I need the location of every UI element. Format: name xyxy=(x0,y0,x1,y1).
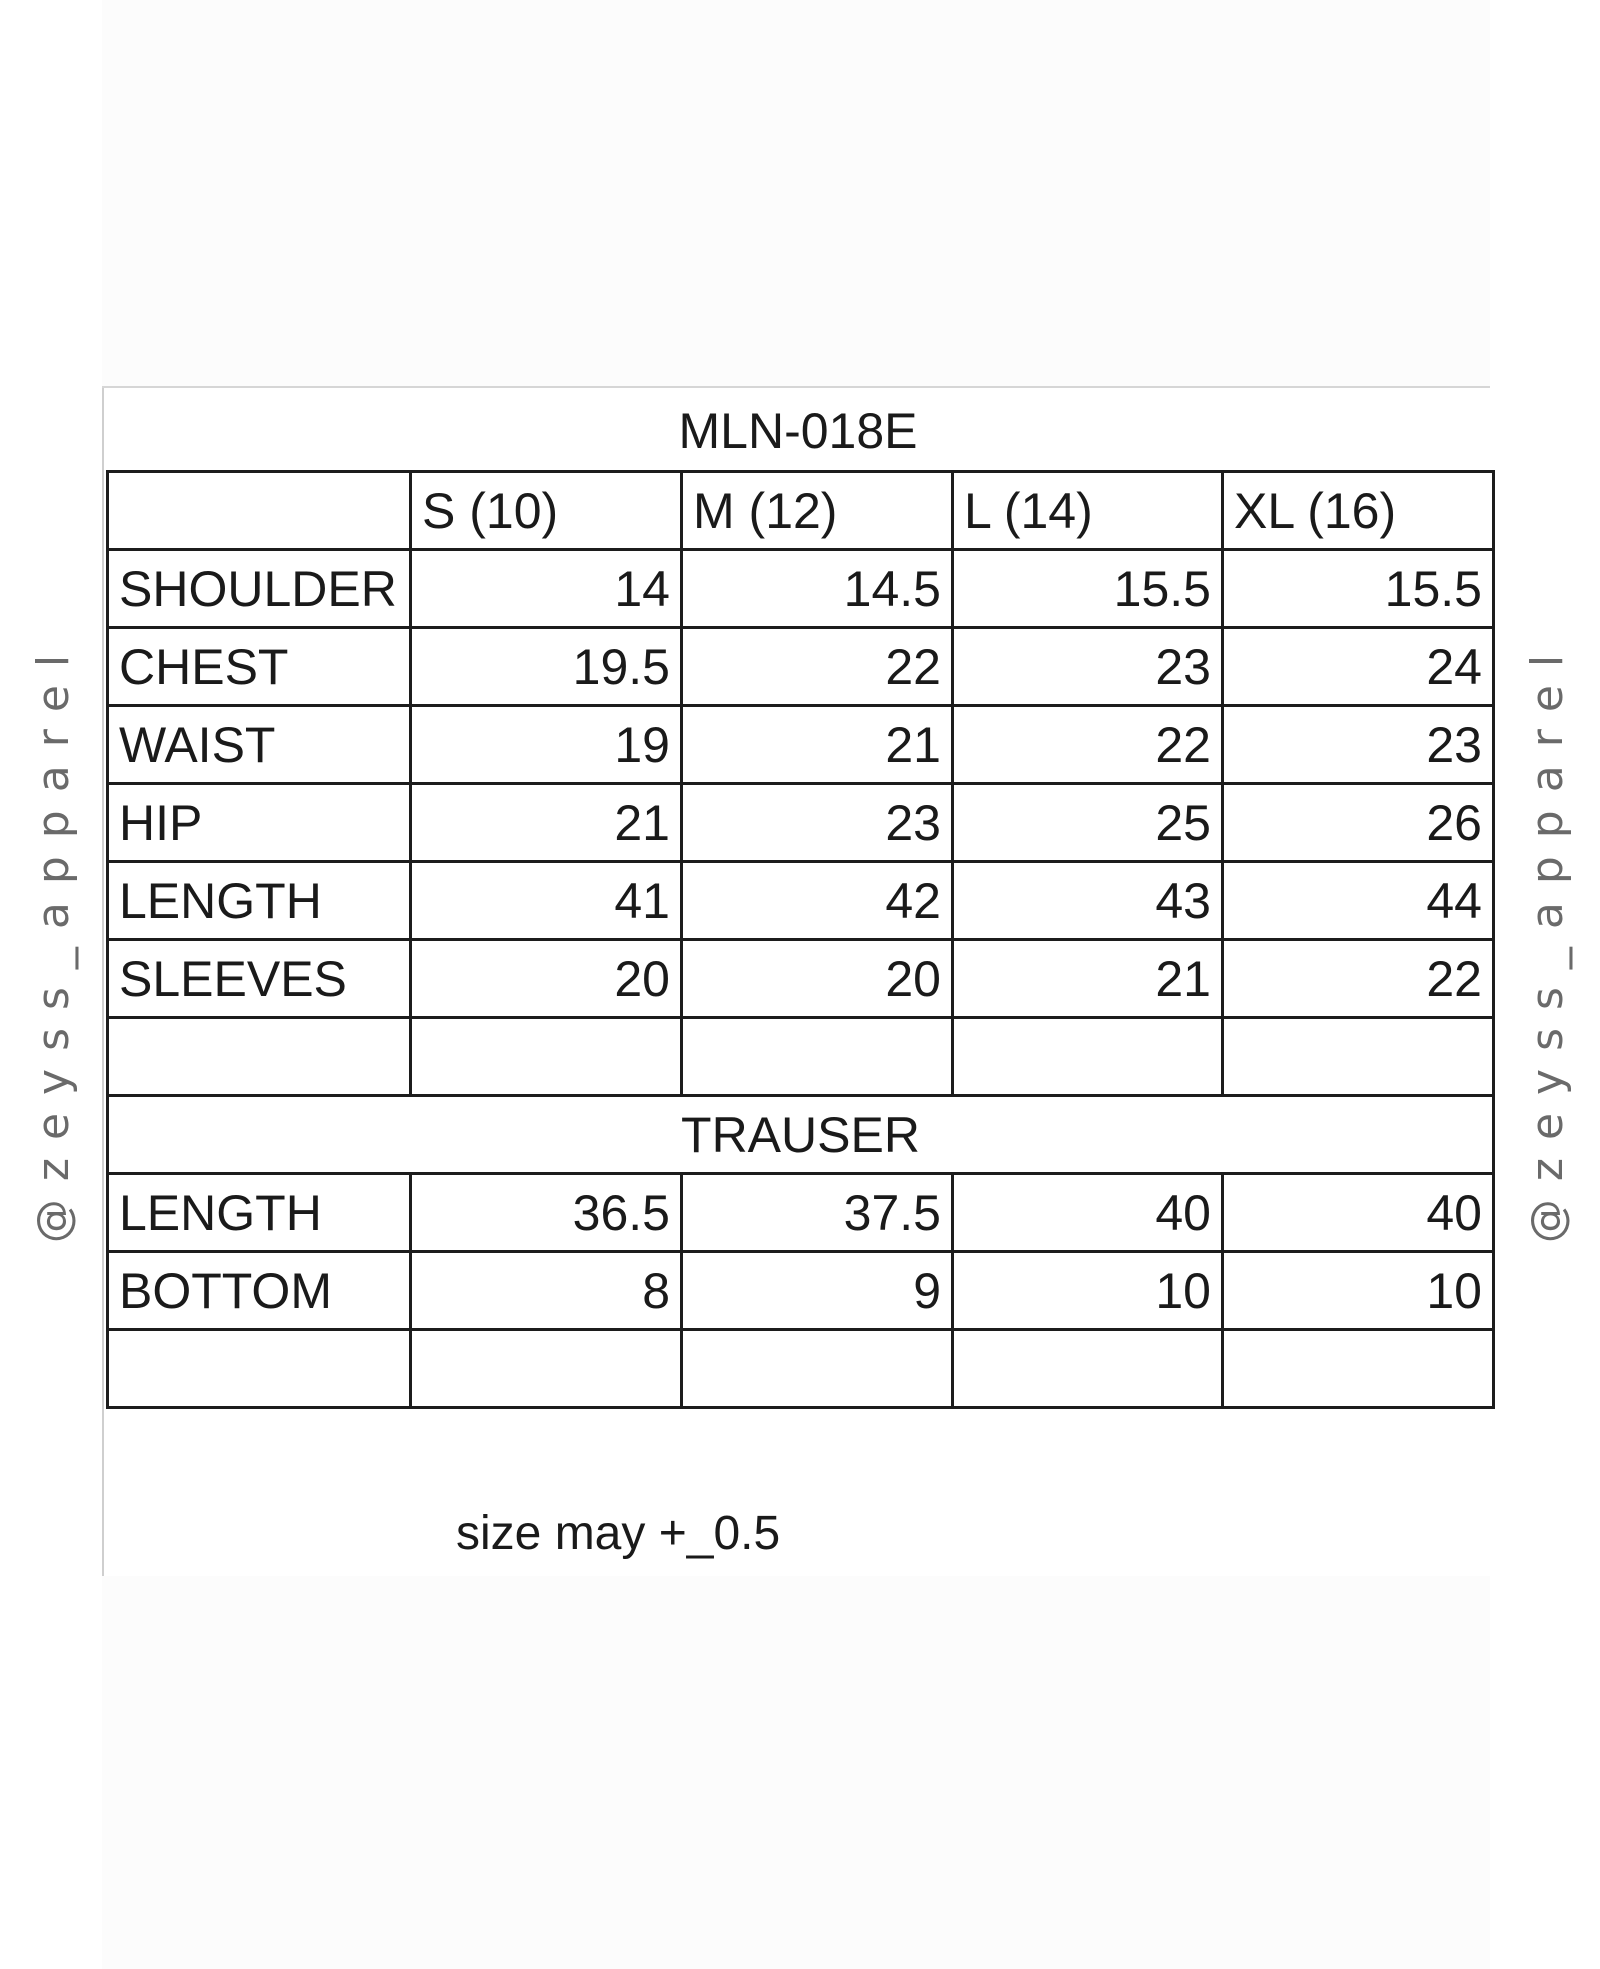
empty-cell xyxy=(411,1018,682,1096)
table-cell: 20 xyxy=(411,940,682,1018)
table-cell: 24 xyxy=(1223,628,1494,706)
table-cell: 40 xyxy=(1223,1174,1494,1252)
table-cell: 9 xyxy=(682,1252,953,1330)
row-label: HIP xyxy=(108,784,411,862)
table-cell: 37.5 xyxy=(682,1174,953,1252)
table-cell: 20 xyxy=(682,940,953,1018)
table-cell: 21 xyxy=(682,706,953,784)
header-cell-size: S (10) xyxy=(411,472,682,550)
table-cell: 40 xyxy=(953,1174,1223,1252)
chart-title: MLN-018E xyxy=(678,403,918,459)
table-cell: 15.5 xyxy=(1223,550,1494,628)
table-cell: 26 xyxy=(1223,784,1494,862)
table-cell: 41 xyxy=(411,862,682,940)
page-margin-top xyxy=(102,0,1490,386)
table-cell: 21 xyxy=(953,940,1223,1018)
empty-cell xyxy=(108,1018,411,1096)
row-label: SHOULDER xyxy=(108,550,411,628)
row-label: SLEEVES xyxy=(108,940,411,1018)
empty-cell xyxy=(1223,1330,1494,1408)
table-cell: 43 xyxy=(953,862,1223,940)
empty-cell xyxy=(108,1330,411,1408)
watermark-right: @zeyss_apparel xyxy=(1522,636,1573,1244)
sheet-edge-left xyxy=(102,386,104,1576)
table-cell: 10 xyxy=(1223,1252,1494,1330)
header-cell-size: L (14) xyxy=(953,472,1223,550)
table-row xyxy=(108,940,1494,1018)
table-cell: 23 xyxy=(953,628,1223,706)
header-cell-size: M (12) xyxy=(682,472,953,550)
page-margin-bottom xyxy=(102,1576,1490,1969)
table-cell: 42 xyxy=(682,862,953,940)
table-cell: 19 xyxy=(411,706,682,784)
table-cell: 25 xyxy=(953,784,1223,862)
table-cell: 21 xyxy=(411,784,682,862)
table-row xyxy=(108,706,1494,784)
empty-row xyxy=(108,1330,1494,1408)
row-label: WAIST xyxy=(108,706,411,784)
table-cell: 22 xyxy=(1223,940,1494,1018)
table-cell: 23 xyxy=(682,784,953,862)
table-cell: 15.5 xyxy=(953,550,1223,628)
watermark-left: @zeyss_apparel xyxy=(28,636,79,1244)
table-cell: 19.5 xyxy=(411,628,682,706)
row-label: BOTTOM xyxy=(108,1252,411,1330)
empty-cell xyxy=(953,1330,1223,1408)
section-title: TRAUSER xyxy=(108,1096,1494,1174)
empty-cell xyxy=(682,1018,953,1096)
row-label: CHEST xyxy=(108,628,411,706)
header-row xyxy=(108,472,1494,550)
table-cell: 44 xyxy=(1223,862,1494,940)
table-cell: 8 xyxy=(411,1252,682,1330)
row-label: LENGTH xyxy=(108,1174,411,1252)
header-cell-size: XL (16) xyxy=(1223,472,1494,550)
empty-row xyxy=(108,1018,1494,1096)
table-row xyxy=(108,862,1494,940)
table-cell: 36.5 xyxy=(411,1174,682,1252)
table-cell: 10 xyxy=(953,1252,1223,1330)
empty-cell xyxy=(1223,1018,1494,1096)
header-cell-blank xyxy=(108,472,411,550)
table-cell: 22 xyxy=(953,706,1223,784)
table-row xyxy=(108,550,1494,628)
section-row xyxy=(108,1096,1494,1174)
empty-cell xyxy=(953,1018,1223,1096)
size-table xyxy=(106,470,1495,1409)
table-row xyxy=(108,784,1494,862)
table-cell: 14.5 xyxy=(682,550,953,628)
table-row xyxy=(108,628,1494,706)
row-label: LENGTH xyxy=(108,862,411,940)
table-row xyxy=(108,1252,1494,1330)
table-row xyxy=(108,1174,1494,1252)
table-cell: 22 xyxy=(682,628,953,706)
empty-cell xyxy=(411,1330,682,1408)
empty-cell xyxy=(682,1330,953,1408)
size-tolerance-note: size may +_0.5 xyxy=(456,1507,781,1560)
table-cell: 23 xyxy=(1223,706,1494,784)
table-cell: 14 xyxy=(411,550,682,628)
sheet-edge-top xyxy=(102,386,1490,388)
